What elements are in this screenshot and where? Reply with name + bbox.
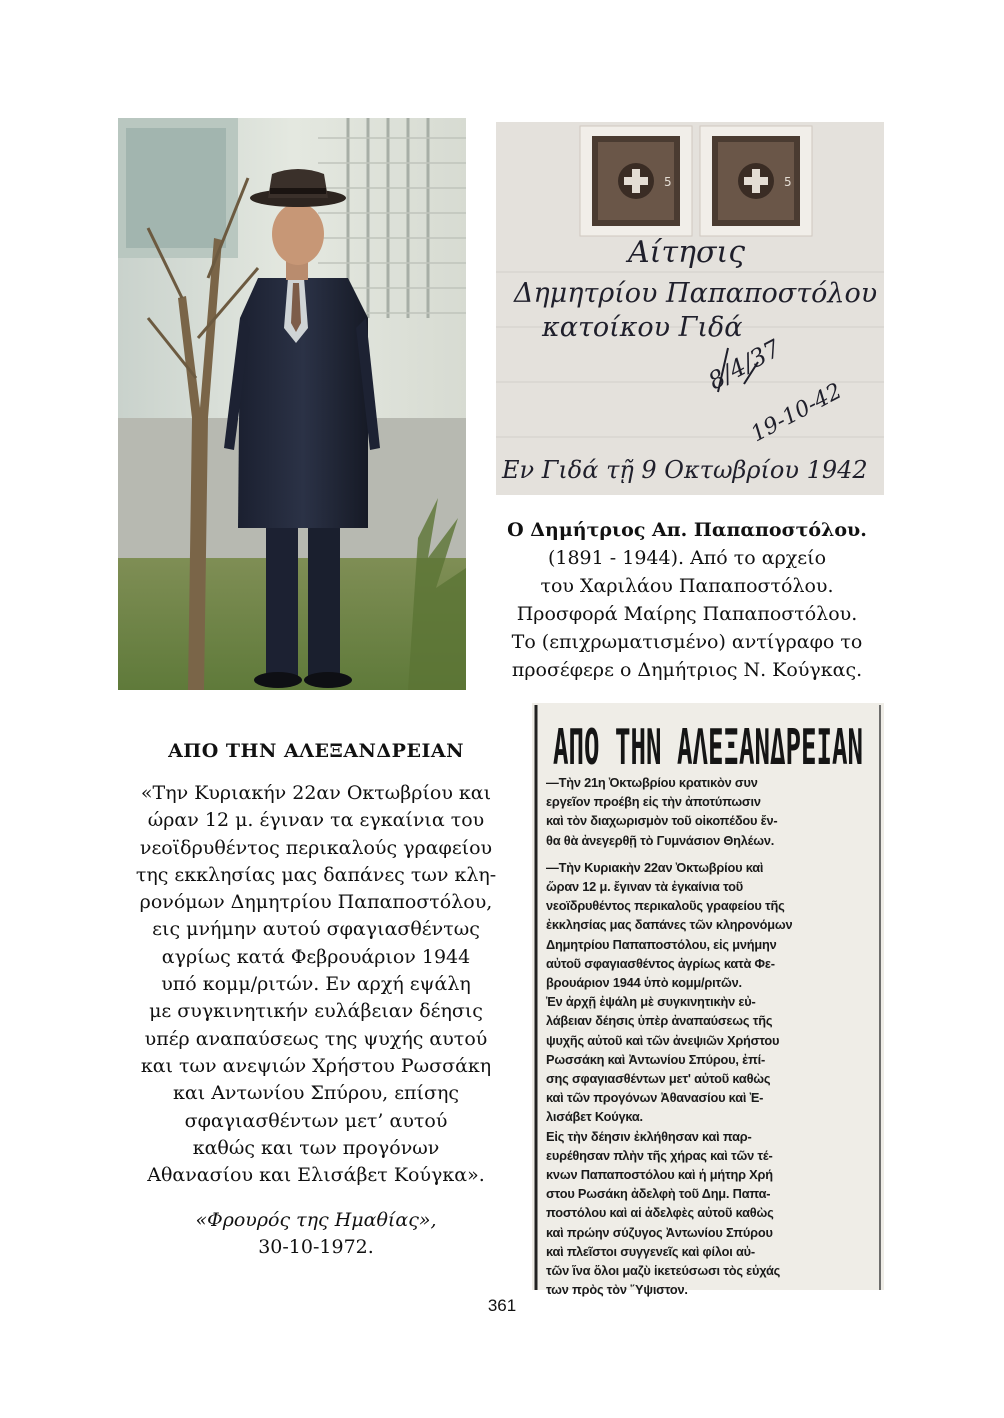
caption-title: Ο Δημήτριος Απ. Παπαποστόλου. (507, 519, 867, 541)
handwriting-line-3: κατοίκου Γιδά (542, 312, 743, 343)
clipping-line: καὶ πλεῖστοι συγγενεῖς καὶ φίλοι αὐ- (546, 1243, 755, 1259)
clipping-line: Δημητρίου Παπαποστόλου, εἰς μνήμην (546, 936, 777, 952)
clipping-line: εργεῖον προέβη εἰς τὴν ἀποτύπωσιν (546, 794, 761, 810)
article-line: ρονόμων Δημητρίου Παπαποστόλου, (139, 891, 493, 914)
caption-line: του Χαριλάου Παπαποστόλου. (540, 575, 834, 597)
handwriting-line-2: Δημητρίου Παπαποστόλου (514, 278, 878, 309)
article-line: υπό κομμ/ριτών. Εν αρχή εψάλη (161, 973, 471, 996)
page-number: 361 (487, 1296, 517, 1315)
clipping-line: ἐκκλησίας μας δαπάνες τῶν κληρονόμων (546, 917, 793, 933)
clipping-line: —Τὴν Κυριακὴν 22αν Ὀκτωβρίου καὶ (546, 859, 764, 875)
clipping-line: στου Ρωσάκη ἀδελφὴ τοῦ Δημ. Παπα- (546, 1186, 771, 1202)
article-transcription (118, 740, 514, 1261)
clipping-line: νεοϊδρυθέντος περικαλοῦς γραφείου τῆς (546, 898, 785, 914)
stamp-denomination: 5 (664, 175, 672, 189)
caption-line: προσέφερε ο Δημήτριος Ν. Κούγκας. (511, 659, 863, 681)
article-line: και Αντωνίου Σπύρου, επίσης (173, 1082, 459, 1105)
article-line: της εκκλησίας μας δαπάνες των κλη- (135, 863, 497, 886)
handwriting-date-1: 8/4/37 (703, 334, 786, 396)
article-line: ώραν 12 μ. έγιναν τα εγκαίνια του (147, 809, 485, 832)
handwritten-application-scan (496, 122, 884, 495)
clipping-line: ευρέθησαν πλὴν τῆς χήρας καὶ τῶν τέ- (546, 1147, 773, 1163)
clipping-line: Εἰς τὴν δέησιν ἐκλήθησαν καὶ παρ- (546, 1128, 752, 1144)
article-line: και των ανεψιών Χρήστου Ρωσσάκη (140, 1054, 492, 1077)
article-line: με συγκινητικήν ευλάβειαν δέησις (149, 1000, 483, 1023)
newspaper-clipping (532, 703, 884, 1298)
clipping-line: λισάβετ Κούγκα. (546, 1109, 643, 1125)
application-document-image (496, 122, 884, 495)
clipping-line: θα θὰ ἀνεγερθῇ τὸ Γυμνάσιον Θηλέων. (546, 832, 775, 848)
handwriting-line-4: Εν Γιδά τῇ 9 Οκτωβρίου 1942 (502, 456, 868, 484)
article-line: αγρίως κατά Φεβρουάριον 1944 (161, 945, 471, 968)
source-date: 30-10-1972. (258, 1236, 374, 1259)
article-line: σφαγιασθέντων μετ’ αυτού (184, 1109, 448, 1132)
clipping-line: τῶν ἵνα ὅλοι μαζὺ ἱκετεύσωσι τὸς εὐχάς (546, 1263, 781, 1279)
stamp-denomination: 5 (784, 175, 792, 189)
article-source (118, 1207, 514, 1261)
caption-line: (1891 - 1944). Από το αρχείο (547, 547, 827, 569)
caption-line: Το (επιχρωματισμένο) αντίγραφο το (511, 631, 863, 653)
handwriting-line-1: Αίτησις (628, 235, 746, 270)
clipping-line: ποστόλου καὶ αἱ ἀδελφὲς αὐτοῦ καθὼς (546, 1205, 774, 1221)
article-line: Αθανασίου και Ελισάβετ Κούγκα». (147, 1164, 485, 1187)
clipping-line: Ἐν ἀρχῇ ἐψάλη μὲ συγκινητικὴν εὐ- (546, 994, 756, 1010)
article-line: νεοϊδρυθέντος περικαλούς γραφείου (139, 836, 493, 859)
article-line: καθώς και των προγόνων (192, 1136, 440, 1159)
clipping-headline: ΑΠΟ ΤΗΝ ΑΛΕΞΑΝΔΡΕΙΑΝ (553, 718, 863, 777)
clipping-line: ψυχῆς αὐτοῦ καὶ τῶν ἀνεψιῶν Χρήστου (546, 1032, 780, 1048)
photo-caption (486, 516, 888, 684)
article-heading: ΑΠΟ ΤΗΝ ΑΛΕΞΑΝΔΡΕΙΑΝ (168, 740, 464, 762)
portrait-photo (118, 118, 466, 690)
clipping-body (546, 773, 876, 1299)
source-newspaper: «Φρουρός της Ημαθίας», (195, 1209, 437, 1232)
clipping-line: καὶ πρώην σύζυγος Ἀντωνίου Σπύρου (546, 1224, 773, 1240)
article-body (118, 780, 514, 1189)
article-line: εις μνήμην αυτού σφαγιασθέντως (152, 918, 480, 941)
clipping-line: λάβειαν δέησις ὑπὲρ ἀναπαύσεως τῆς (546, 1013, 773, 1029)
revenue-stamp-right (700, 126, 812, 236)
article-line: υπέρ αναπαύσεως της ψυχής αυτού (144, 1027, 488, 1050)
clipping-line: αὐτοῦ σφαγιασθέντος ἀγρίως κατὰ Φε- (546, 955, 775, 971)
clipping-line: καὶ τὸν διαχωρισμὸν τοῦ οἰκοπέδου ἔν- (546, 813, 778, 829)
clipping-line: κνων Παπαποστόλου καὶ ἡ μήτηρ Χρή (546, 1167, 773, 1183)
article-line: «Την Κυριακήν 22αν Οκτωβρίου και (140, 782, 492, 804)
clipping-line: —Τὴν 21η Ὀκτωβρίου κρατικὸν συν (546, 775, 758, 790)
caption-line: Προσφορά Μαίρης Παπαποστόλου. (516, 603, 858, 625)
clipping-line: Ρωσσάκη καὶ Ἀντωνίου Σπύρου, ἐπί- (546, 1051, 766, 1067)
clipping-line: καὶ τῶν προγόνων Ἀθανασίου καὶ Ἐ- (546, 1090, 764, 1106)
handwriting-date-2: 19-10-42 (747, 378, 847, 448)
revenue-stamp-left (580, 126, 692, 236)
clipping-line: σης σφαγιασθέντων μετ' αὐτοῦ καθὼς (546, 1071, 771, 1087)
clipping-line: ὥραν 12 μ. ἔγιναν τὰ ἐγκαίνια τοῦ (546, 879, 743, 895)
clipping-line: των πρὸς τὸν Ὕψιστον. (546, 1282, 688, 1298)
clipping-line: βρουάριον 1944 ὑπὸ κομμ/ριτῶν. (546, 975, 742, 991)
